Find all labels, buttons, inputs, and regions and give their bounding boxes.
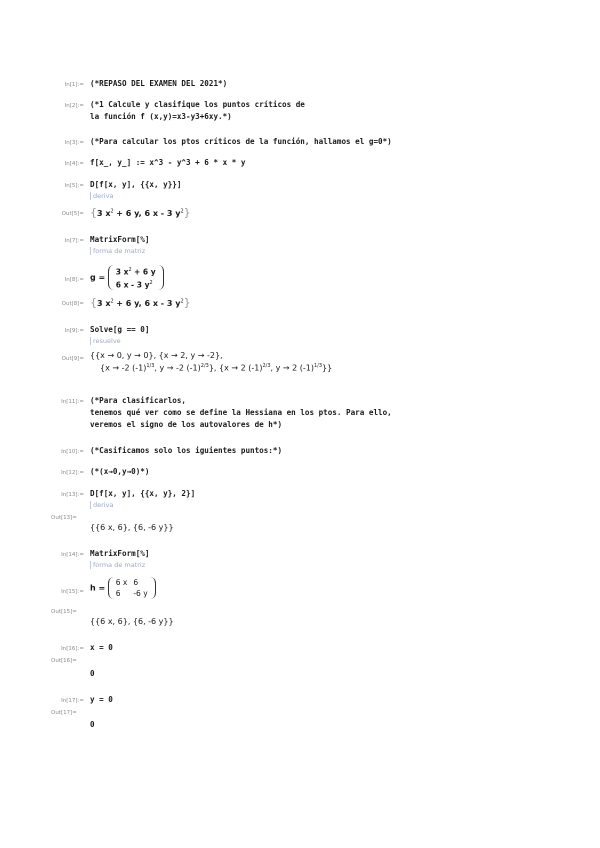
cell-label: In[2]:= [64,103,84,109]
output-cell: {3 $x^2 + 6$ y, 6 x - 3 $y^2$} [90,296,191,309]
output-cell: {{6 x, 6}, {6, -6 y}} [90,523,174,532]
cell-label: Out[13]= [51,515,77,521]
cell-label: Out[8]= [61,301,84,307]
cell-label: In[15]:= [61,589,84,595]
input-cell[interactable]: (*Para calcular los ptos críticos de la función, hallamos el g=0*) [90,137,392,146]
function-hint[interactable]: resuelve [90,337,121,345]
output-cell: 0 [90,720,95,729]
function-hint[interactable]: deriva [90,192,113,200]
input-cell[interactable]: MatrixForm[%] [90,549,150,558]
output-cell: {3 $x^2 + 6$ y, 6 x - 3 $y^2$} [90,206,191,219]
cell-label: In[13]:= [61,492,84,498]
input-cell[interactable]: (*Casificamos solo los iguientes puntos:*) [90,446,283,455]
cell-label: In[4]:= [64,161,84,167]
output-cell [90,351,332,373]
cell-label: In[11]:= [61,399,84,405]
function-hint[interactable]: forma de matriz [90,561,145,569]
cell-label: Out[15]= [51,609,77,615]
function-hint[interactable]: forma de matriz [90,247,145,255]
input-cell[interactable]: h = 6 x 6 6 -6 y [90,577,156,599]
input-cell[interactable]: MatrixForm[%] [90,235,150,244]
output-cell: {{6 x, 6}, {6, -6 y}} [90,617,174,626]
input-cell[interactable]: (*REPASO DEL EXAMEN DEL 2021*) [90,79,228,88]
cell-label: In[8]:= [64,277,84,283]
function-hint[interactable]: deriva [90,501,113,509]
cell-label: In[1]:= [64,82,84,88]
output-line: {x → -2 $(-1)^{1/3}$, y → -2 $(-1)^{2/3}$}, {x → 2 $(-1)^{2/3}$, y → 2 $(-1)^{1/3}$}} [100,363,333,373]
code-line: la función f (x,y)=x3-y3+6xy.*) [90,112,232,121]
cell-label: In[3]:= [64,140,84,146]
cell-label: In[9]:= [64,328,84,334]
cell-label: In[10]:= [61,449,84,455]
cell-label: Out[17]= [51,710,77,716]
cell-label: Out[5]= [61,211,84,217]
input-cell[interactable]: g = 3 $x^2 + 6$ y 6 x - 3 $y^2$ [90,265,164,290]
cell-label: In[17]:= [61,698,84,704]
input-cell[interactable]: (*(x→0,y→0)*) [90,467,150,476]
input-cell[interactable] [90,99,305,123]
cell-label: In[14]:= [61,552,84,558]
input-cell[interactable]: y = 0 [90,695,113,704]
output-line: {{x → 0, y → 0}, {x → 2, y → -2}, [90,351,223,360]
matrix: 6 x 6 6 -6 y [108,577,156,599]
cell-label: Out[9]= [61,356,84,362]
cell-label: Out[16]= [51,658,77,664]
input-cell[interactable]: D[f[x, y], {{x, y}, 2}] [90,489,196,498]
cell-label: In[12]:= [61,470,84,476]
input-cell[interactable]: f[x_, y_] := x^3 - y^3 + 6 * x * y [90,158,246,167]
input-cell[interactable]: (*Para clasificarlos, tenemos qué ver como se define la Hessiana en los ptos. Para ello, veremos el signo de los autovalores de h*) [90,396,392,429]
code-line: (*1 Calcule y clasifique los puntos críticos de [90,100,305,109]
cell-label: In[7]:= [64,238,84,244]
input-cell[interactable]: x = 0 [90,643,113,652]
input-cell[interactable]: D[f[x, y], {{x, y}}] [90,180,182,189]
input-cell[interactable]: Solve[g == 0] [90,325,150,334]
matrix: 3 $x^2 + 6$ y 6 x - 3 $y^2$ [108,265,164,290]
cell-label: In[16]:= [61,646,84,652]
output-cell: 0 [90,669,95,678]
cell-label: In[5]:= [64,183,84,189]
